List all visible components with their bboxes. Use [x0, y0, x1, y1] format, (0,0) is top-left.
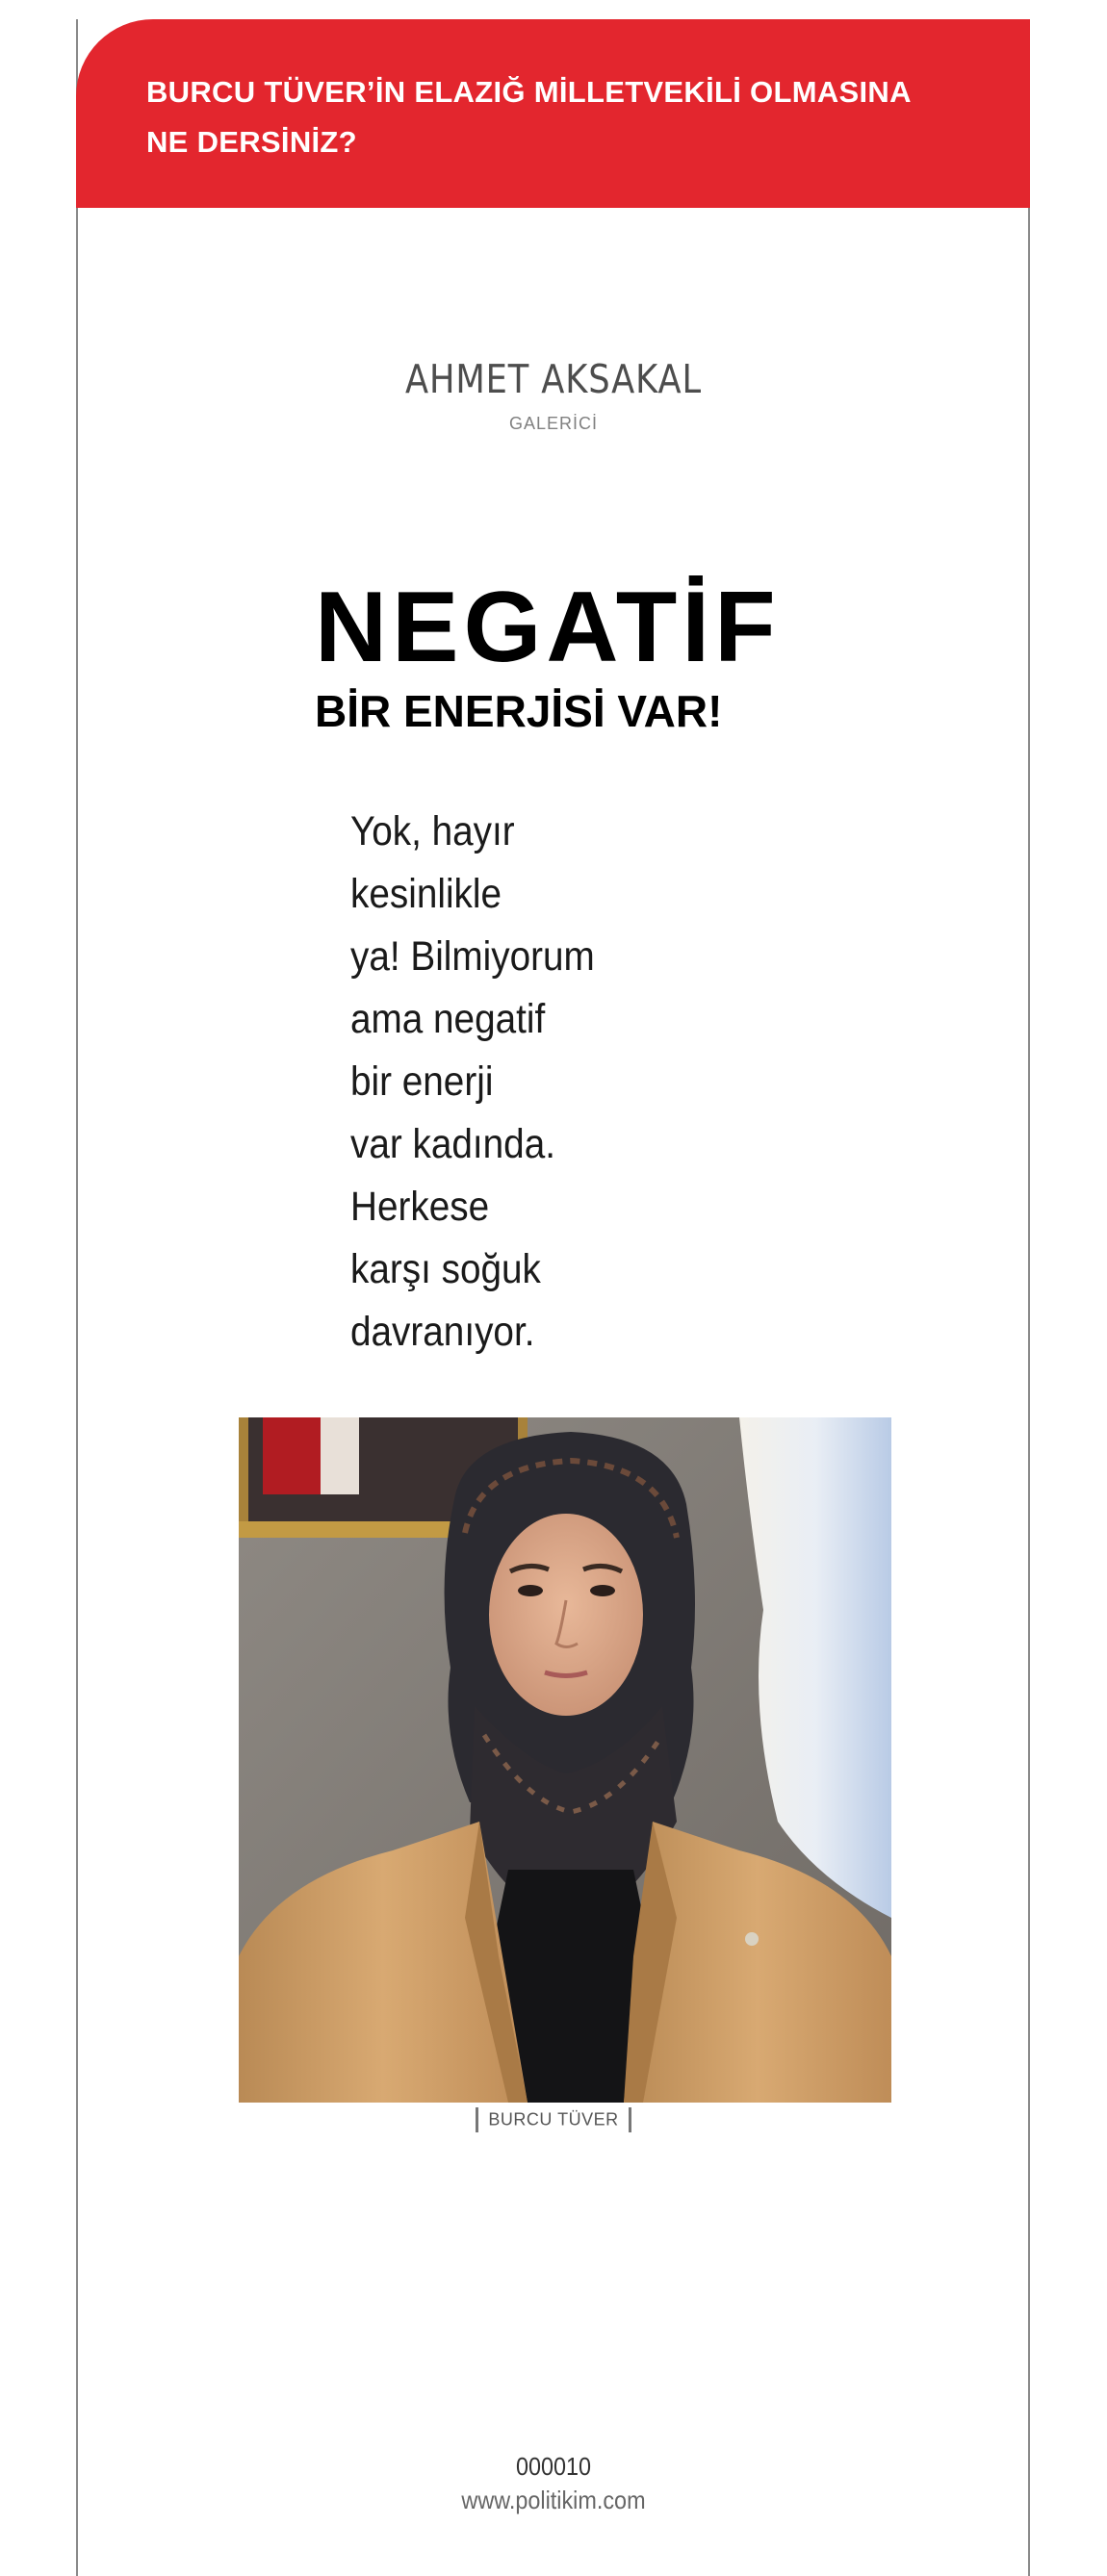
header-title-line-2: NE DERSİNİZ?: [146, 125, 357, 159]
header-title-line-1: BURCU TÜVER’İN ELAZIĞ MİLLETVEKİLİ OLMASINA: [146, 75, 912, 109]
caption-divider-left: [476, 2107, 478, 2132]
headline-sub: BİR ENERJİSİ VAR!: [315, 686, 723, 736]
portrait-illustration: [239, 1417, 891, 2103]
website-link[interactable]: www.politikim.com: [461, 2486, 646, 2514]
caption-text: BURCU TÜVER: [488, 2109, 619, 2130]
quote-text: [350, 801, 595, 1364]
author-name: AHMET AKSAKAL: [405, 356, 702, 402]
page-number: 000010: [515, 2452, 592, 2481]
photo-caption: [0, 2107, 1107, 2132]
quote-line: ya! Bilmiyorum: [350, 933, 595, 980]
header-banner: [76, 19, 1030, 208]
quote-line: Yok, hayır: [350, 808, 515, 854]
portrait-photo: [239, 1417, 891, 2103]
headline-main: NEGATİF: [315, 572, 781, 683]
quote-line: bir enerji: [350, 1058, 494, 1105]
quote-line: var kadında.: [350, 1121, 555, 1167]
author-role: GALERİCİ: [508, 414, 599, 433]
quote-line: karşı soğuk: [350, 1246, 541, 1292]
caption-divider-right: [629, 2107, 631, 2132]
quote-line: davranıyor.: [350, 1309, 535, 1355]
quote-line: ama negatif: [350, 996, 546, 1042]
quote-line: kesinlikle: [350, 871, 502, 917]
quote-line: Herkese: [350, 1184, 490, 1230]
